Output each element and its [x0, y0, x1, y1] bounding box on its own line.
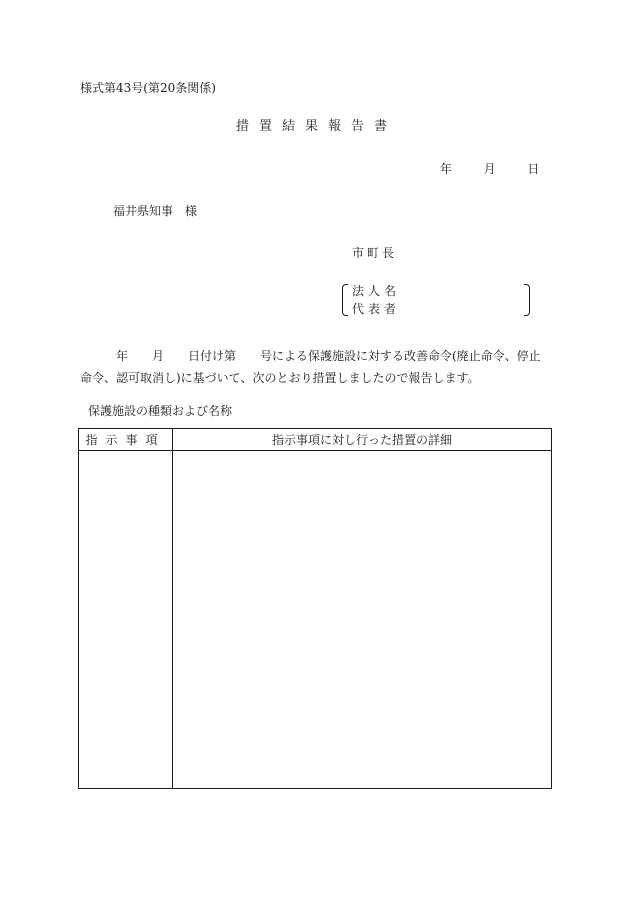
corporation-block	[342, 284, 530, 316]
addressee: 福井県知事 様	[113, 204, 198, 218]
date-year-label: 年	[440, 162, 453, 176]
date-line	[440, 163, 539, 175]
left-bracket	[342, 284, 348, 316]
table-header-measures-detail: 指示事項に対し行った措置の詳細	[271, 433, 452, 447]
measures-table	[78, 428, 552, 789]
date-month-label: 月	[483, 162, 496, 176]
mayor-label: 市町長	[352, 246, 398, 260]
table-column-divider	[172, 429, 173, 788]
representative-label: 代表者	[352, 302, 401, 316]
date-day-label: 日	[527, 162, 540, 176]
document-title: 措置結果報告書	[236, 119, 398, 134]
right-bracket	[524, 284, 530, 316]
facility-label: 保護施設の種類および名称	[88, 404, 233, 418]
table-header-divider	[79, 450, 551, 451]
table-header-instructions: 指示事項	[85, 433, 166, 447]
body-text: 年 月 日付け第 号による保護施設に対する改善命令(廃止命令、停止命令、認可取消し)に基づいて、次のとおり措置しましたので報告します。	[80, 349, 541, 385]
corporation-name-label: 法人名	[352, 284, 401, 298]
form-number: 様式第43号(第20条関係)	[80, 81, 216, 95]
